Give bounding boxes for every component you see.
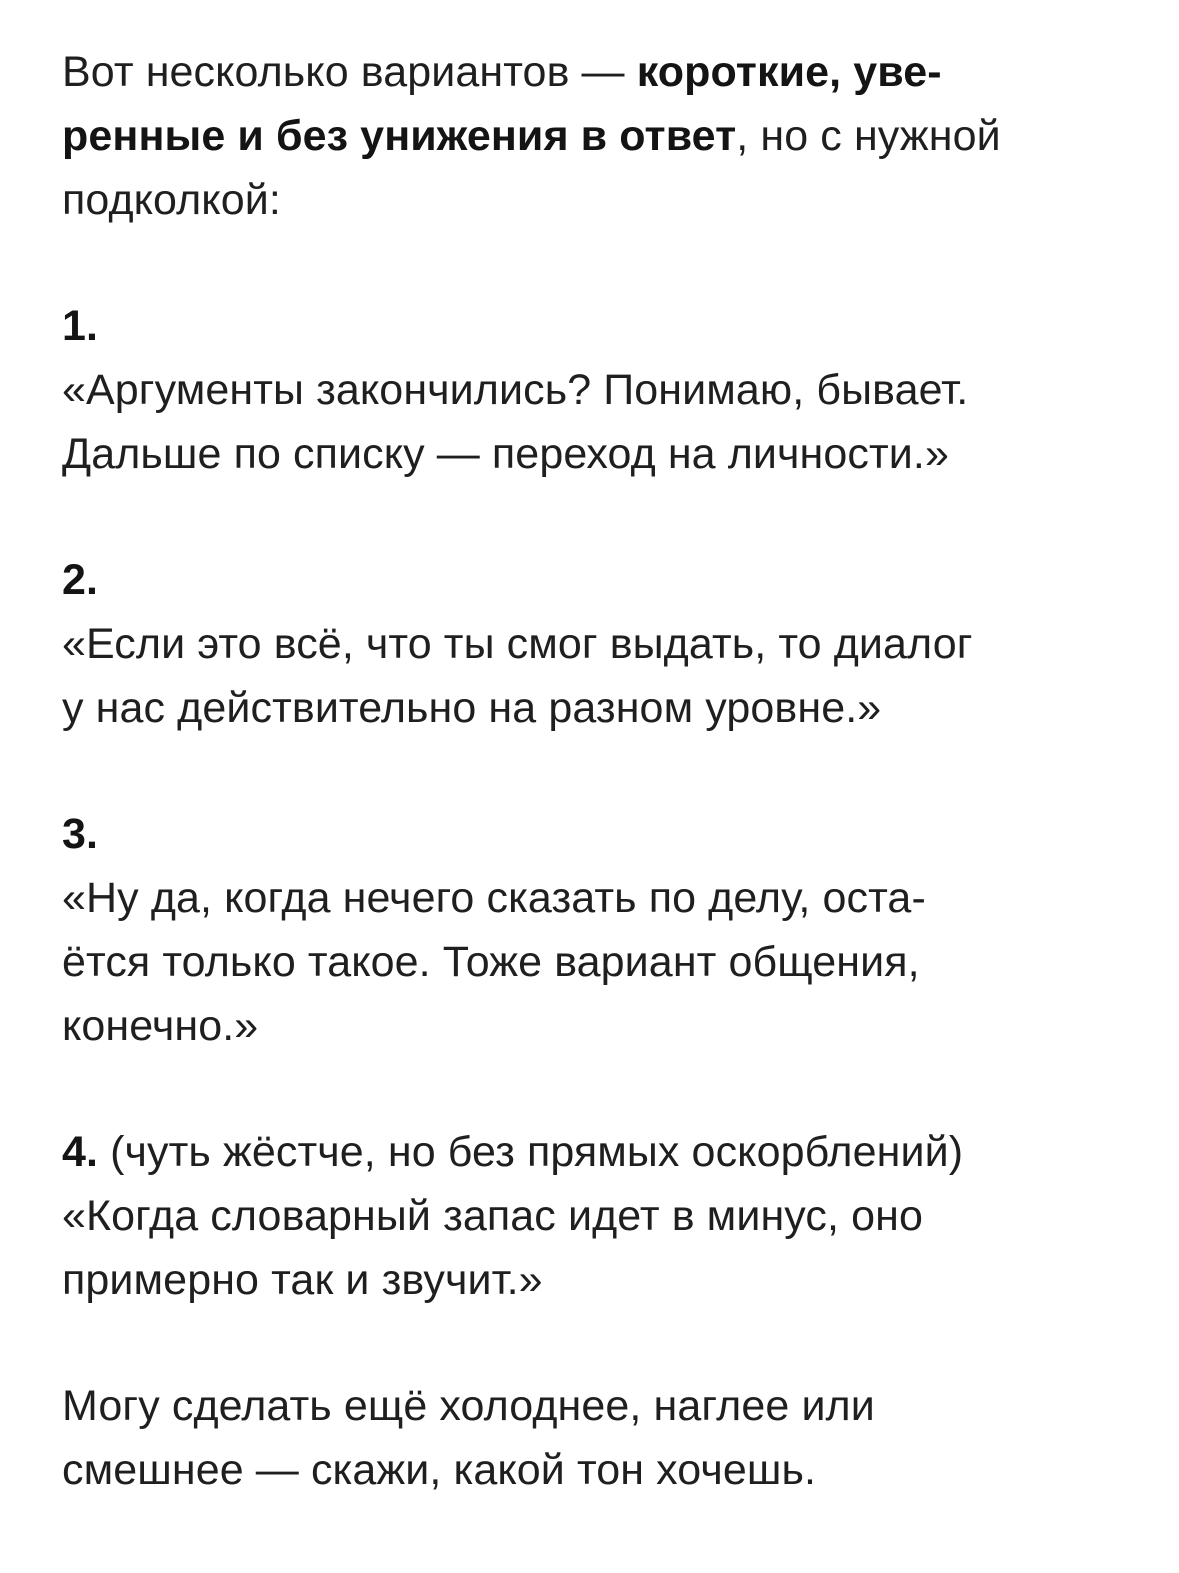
option-number: 3.: [62, 810, 99, 858]
option-number-line: [62, 548, 1132, 612]
outro-line-2: смешнее — скажи, какой тон хочешь.: [62, 1446, 817, 1494]
intro-bold-text: ренные и без унижения в ответ: [62, 112, 737, 160]
option-text-line: ётся только такое. Тоже вариант общения,: [62, 938, 920, 986]
option-note: (чуть жёстче, но без прямых оскорблений): [98, 1128, 964, 1176]
option-text-line: примерно так и звучит.»: [62, 1256, 543, 1304]
option-text-line: «Когда словарный запас идет в минус, оно: [62, 1192, 923, 1240]
option-3: [62, 802, 1132, 1058]
option-number-line: [62, 1120, 1132, 1184]
option-1: [62, 294, 1132, 486]
option-text-line: конечно.»: [62, 1002, 259, 1050]
intro-bold-text: короткие, уве-: [636, 48, 942, 96]
intro-line-2: [62, 104, 1132, 168]
option-text-line: у нас действительно на разном уровне.»: [62, 684, 882, 732]
option-number: 2.: [62, 556, 99, 604]
outro-paragraph: [62, 1374, 1132, 1502]
option-number: 4.: [62, 1128, 99, 1176]
intro-line-3: подколкой:: [62, 176, 281, 224]
intro-paragraph: [62, 40, 1132, 232]
option-4: [62, 1120, 1132, 1312]
intro-line-1: [62, 40, 1132, 104]
outro-line-1: Могу сделать ещё холоднее, наглее или: [62, 1382, 875, 1430]
option-number: 1.: [62, 302, 99, 350]
option-text-line: «Аргументы закончились? Понимаю, бывает.: [62, 366, 969, 414]
option-text-line: Дальше по списку — переход на личности.»: [62, 430, 949, 478]
option-text-line: «Если это всё, что ты смог выдать, то диалог: [62, 620, 973, 668]
option-number-line: [62, 294, 1132, 358]
assistant-message: [62, 40, 1132, 1502]
option-number-line: [62, 802, 1132, 866]
intro-text: Вот несколько вариантов —: [62, 48, 637, 96]
option-text-line: «Ну да, когда нечего сказать по делу, оста-: [62, 874, 926, 922]
intro-text: , но с нужной: [736, 112, 1001, 160]
option-2: [62, 548, 1132, 740]
